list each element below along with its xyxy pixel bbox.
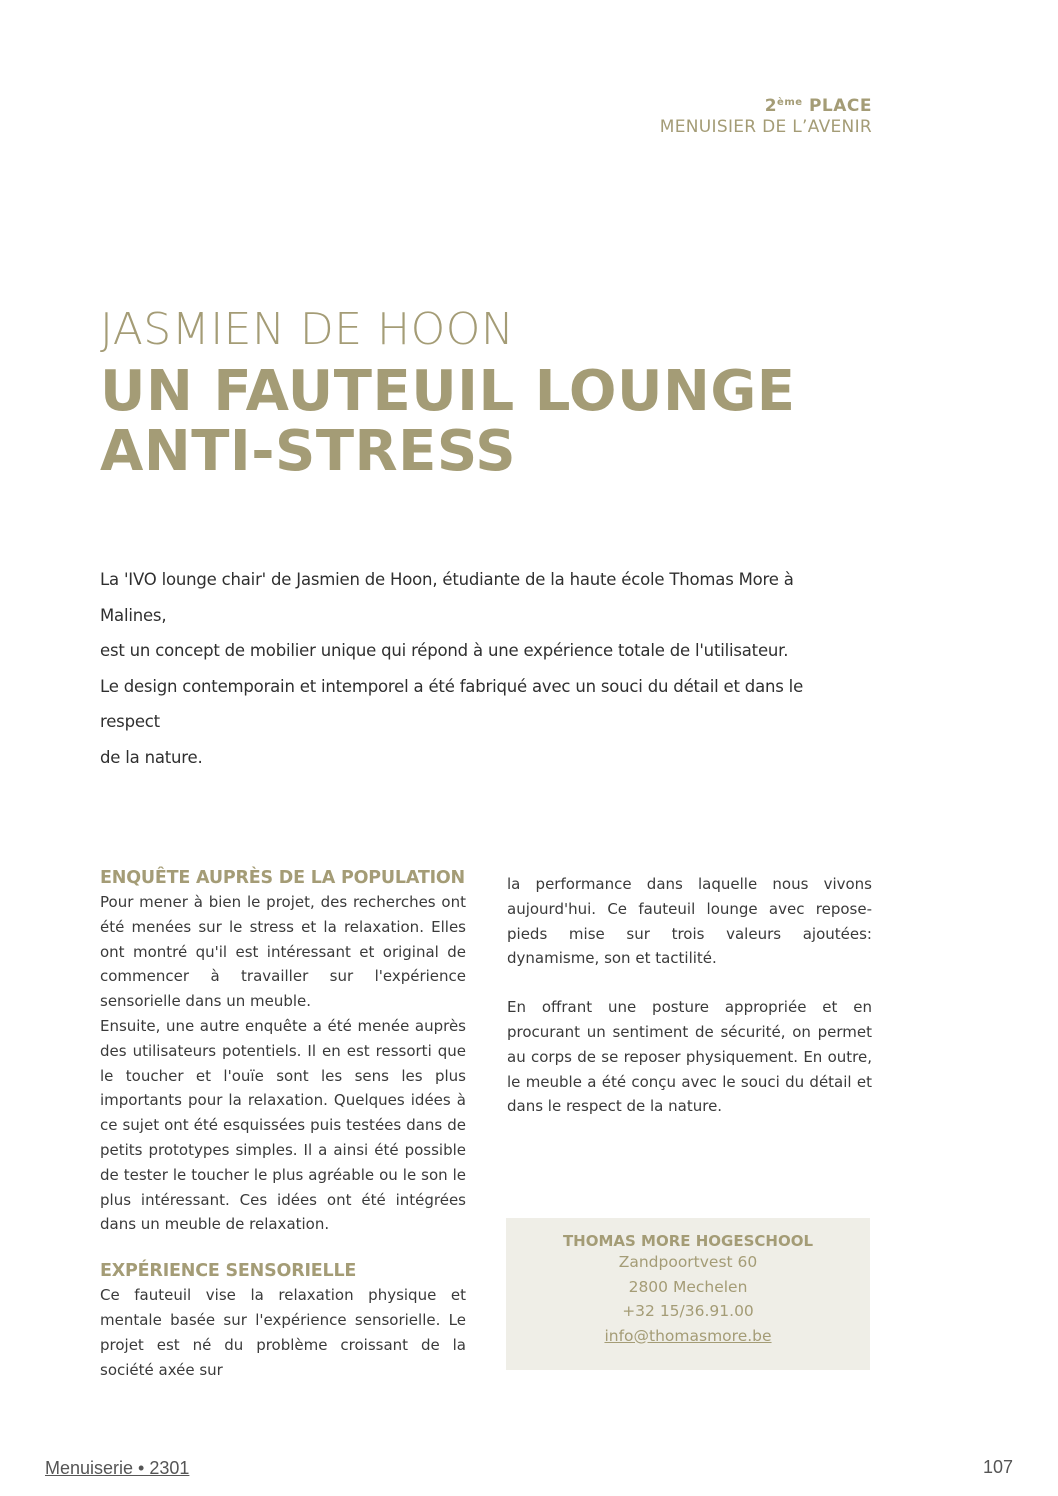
place-rank	[660, 96, 872, 116]
school-phone: +32 15/36.91.00	[622, 1302, 754, 1320]
section-paragraph: Ensuite, une autre enquête a été menée auprès des utilisateurs potentiels. Il en est ressorti que le toucher et l'ouïe sont les sens les plus importants pour la relaxation. Quelques idées à ce sujet ont été esquissées puis testées dans de petits prototypes simples. Il a ainsi été possible de tester le toucher le plus agréable ou le son le plus intéressant. Ces idées ont été intégrées dans un meuble de relaxation.	[100, 1016, 466, 1234]
section-paragraph: la performance dans laquelle nous vivons aujourd'hui. Ce fauteuil lounge avec repose-pieds mise sur trois valeurs ajoutées: dynamisme, son et tactilité.	[507, 875, 872, 968]
place-suffix: ème	[777, 97, 803, 108]
article-title	[100, 359, 796, 484]
section-paragraph: En offrant une posture appropriée et en procurant un sentiment de sécurité, on permet au corps de se reposer physiquement. En outre, le meuble a été conçu avec le souci du détail et dans le respect de la nature.	[507, 998, 872, 1116]
title-line-2: ANTI-STRESS	[100, 419, 517, 484]
intro-line: est un concept de mobilier unique qui répond à une expérience totale de l'utilisateur.	[100, 641, 789, 660]
right-column	[507, 872, 872, 1119]
school-email-link[interactable]: info@thomasmore.be	[604, 1326, 772, 1345]
school-city: 2800 Mechelen	[628, 1277, 748, 1296]
school-street: Zandpoortvest 60	[618, 1253, 758, 1271]
author-name: JASMIEN DE HOON	[100, 304, 515, 355]
section-paragraph: Pour mener à bien le projet, des recherches ont été menées sur le stress et la relaxation. Elles ont montré qu'il est intéressant et original de commencer à travailler sur l'expérience sensorielle dans un meuble.	[100, 893, 466, 1011]
school-name: THOMAS MORE HOGESCHOOL	[562, 1232, 814, 1250]
section-heading-experience: EXPÉRIENCE SENSORIELLE	[100, 1261, 357, 1282]
intro-paragraph	[100, 562, 840, 775]
intro-line: de la nature.	[100, 747, 203, 767]
place-word: PLACE	[808, 96, 872, 116]
place-number: 2	[764, 96, 778, 116]
intro-line: La 'IVO lounge chair' de Jasmien de Hoon, étudiante de la haute école Thomas More à Malines,	[100, 570, 794, 625]
section-heading-enquete: ENQUÊTE AUPRÈS DE LA POPULATION	[100, 868, 466, 888]
page-number: 107	[982, 1457, 1013, 1477]
left-column	[100, 868, 466, 1382]
title-line-1: UN FAUTEUIL LOUNGE	[100, 359, 796, 424]
publication-link[interactable]: Menuiserie • 2301	[45, 1458, 190, 1478]
section-paragraph: Ce fauteuil vise la relaxation physique et mentale basée sur l'expérience sensorielle. Le projet est né du problème croissant de la société axée sur	[100, 1286, 466, 1379]
intro-line: Le design contemporain et intemporel a été fabriqué avec un souci du détail et dans le respect	[100, 676, 804, 731]
contact-box	[506, 1218, 870, 1370]
award-header	[660, 96, 872, 137]
award-name: MENUISIER DE L’AVENIR	[659, 117, 872, 137]
